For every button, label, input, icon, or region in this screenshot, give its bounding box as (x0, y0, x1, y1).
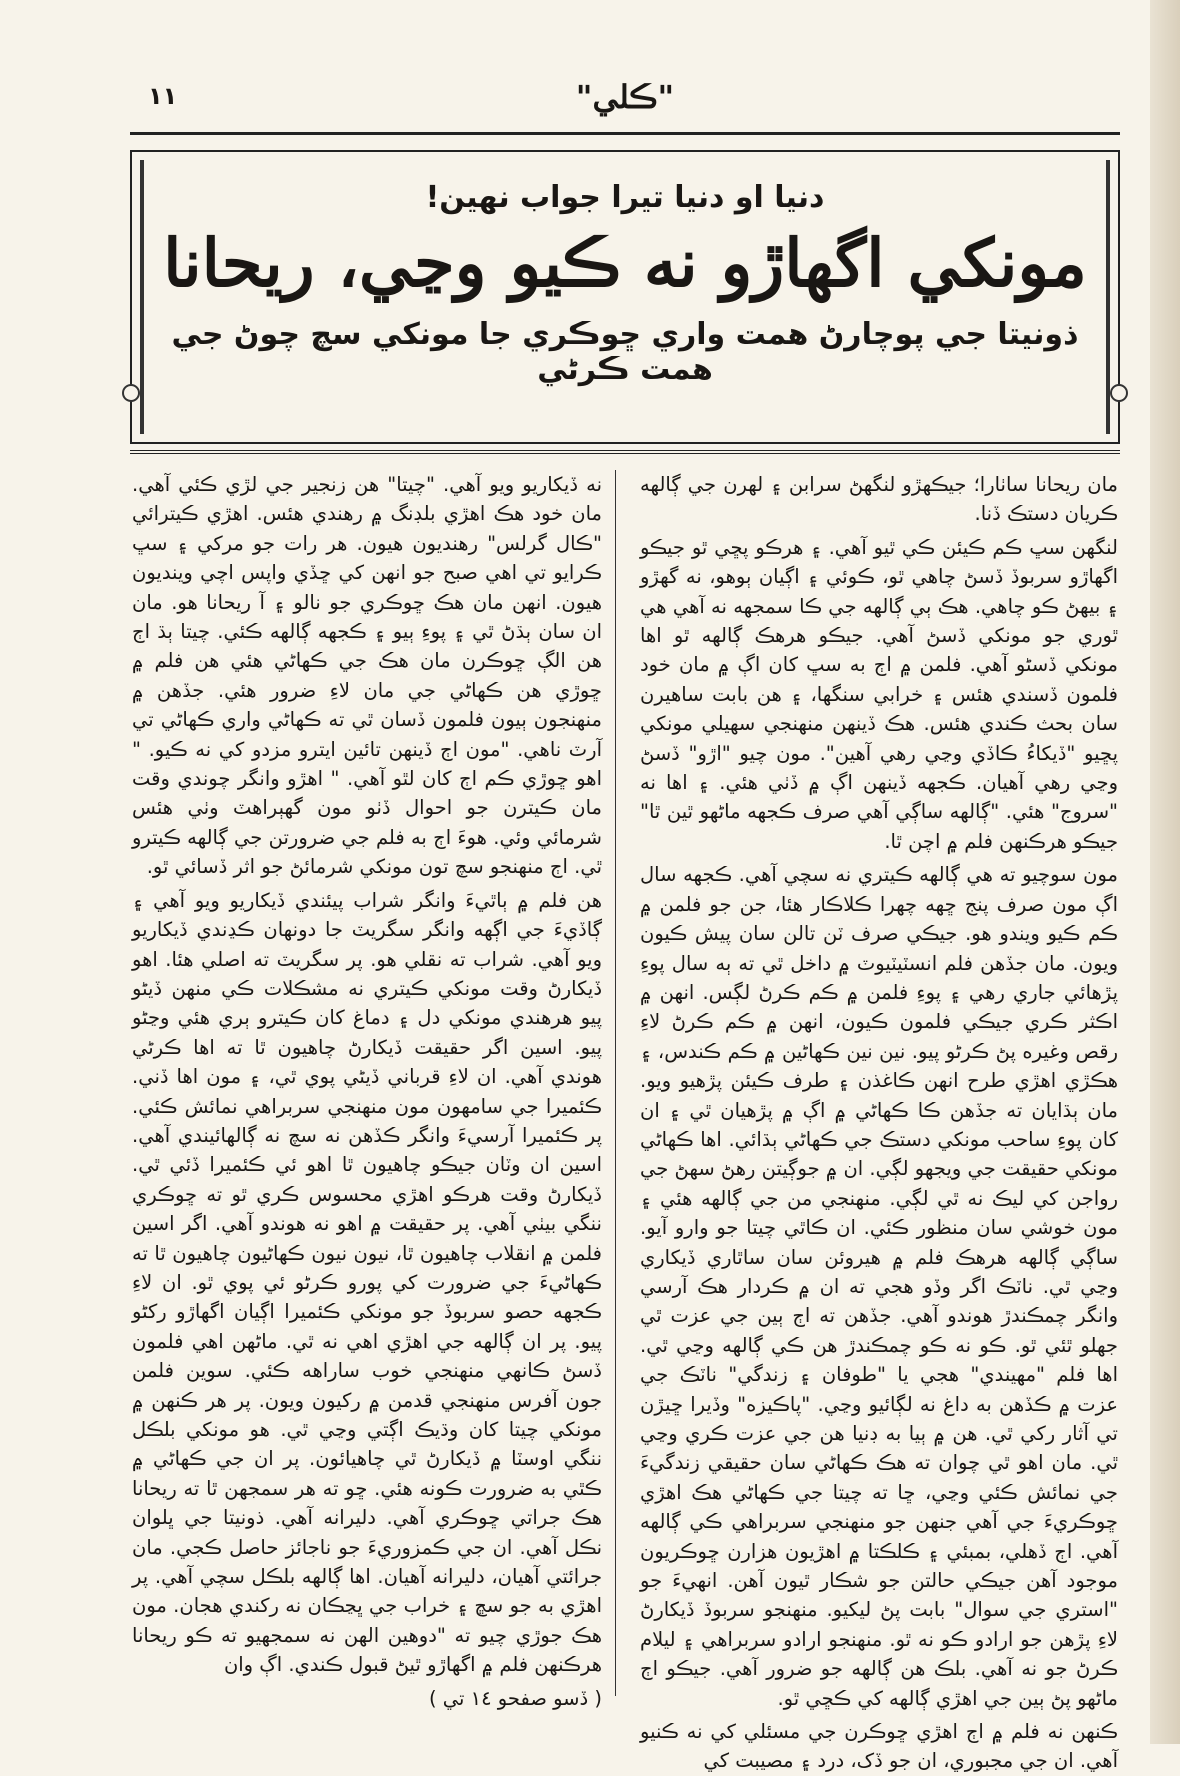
article-column-right (640, 470, 1118, 1773)
paragraph: مان ريحانا ساٺارا؛ جيڪهڙو لنگهڻ سرابن ۽ لهرن جي ڳالهه ڪريان دستڪ ڏنا. (640, 473, 1118, 526)
article-column-left (132, 470, 602, 1710)
page-edge (1150, 0, 1180, 1744)
headline-banner (130, 150, 1120, 444)
header-rule (130, 132, 1120, 135)
continuation-note: ( ڏسو صفحو ١٤ تي ) (428, 1686, 602, 1710)
ornament-icon (122, 384, 140, 402)
paragraph: نه ڏيکاريو ويو آهي. "چيتا" هن زنجير جي لڙي ڪئي آهي. مان خود هڪ اهڙي بلڊنگ ۾ رهندي هئس. اهڙي ڪيترائي "ڪال گرلس" رهنديون هيون. هر رات جو مرکي ۽ سڀ ڪرايو تي اهي صبح جو انهن کي ڇڏي واپس اچي وينديون هيون. انهن مان هڪ ڇوڪري جو نالو ۽ آ ريحانا هو. مان ان سان ٻڌڻ ٿي ۽ پوءِ ٻيو ۽ ڪجهه ڳالهه ڪئي. چيتا ٻڌ اڄ هن الڳ ڇوڪرن مان هڪ جي ڪهاڻي هئي هن فلم ۾ ڇوڙي هن ڪهاڻي جي مان لاءِ ضرور هئي. جڏهن ۾ منهنجون ٻيون فلمون ڏسان ٿي ته ڪهاڻي واري ڪهاڻي تي آرٽ ناهي. "مون اڄ ڏينهن تائين ايترو مزدو کي نه ڪيو. " اهو ڇوڙي ڪم اڄ کان لٿو آهي. " اهڙو وانگر چوندي وقت مان ڪيترن جو احوال ڏٺو مون گهٻراهٽ وٺي هئس شرمائي وئي. هوءَ اڄ به فلم جي ضرورتن جي ڳالهه ڪيترو ٿي. اڄ منهنجو سچ تون مونکي شرمائڻ جو اثر ڏسائي ٿو. (132, 473, 602, 879)
column-divider (615, 470, 616, 1696)
paragraph: ڪنهن نه فلم ۾ اڄ اهڙي ڇوڪرن جي مسئلي کي نه ڪنيو آهي. ان جي مجبوري، ان جو ڏک، درد ۽ مصيبت کي (640, 1720, 1118, 1773)
paragraph: مون سوچيو ته هي ڳالهه ڪيتري نه سچي آهي. ڪجهه سال اڳ مون صرف پنج ڇهه چهرا ڪلاڪار هئا، جن جو فلمن ۾ ڪم ڪيو ويندو هو. جيڪي صرف ٽن تالن سان پيش ڪيون ويون. مان جڏهن فلم انسٽيٽيوٽ ۾ داخل ٿي ته ٻه سال پوءِ پڙهائي جاري رهي ۽ پوءِ فلمن ۾ ڪم ڪرڻ لڳس. انهن ۾ اڪثر ڪري جيڪي فلمون ڪيون، انهن ۾ ڪم ڪرڻ لاءِ رقص وغيره پڻ ڪرڻو پيو. نين نين ڪهاڻين ۾ ڪم ڪندس، ۽ هڪڙي اهڙي طرح انهن ڪاغذن ۽ طرف ڪيئن پڙهيو ويو. مان ٻڌايان ته جڏهن ڪا ڪهاڻي ۾ اڳ ۾ پڙهيان ٿي ۽ ان کان پوءِ ساحب مونکي دستڪ جي ڪهاڻي ٻڌائي. اها ڪهاڻي مونکي حقيقت جي ويجهو لڳي. ان ۾ جوڳيتن رهڻ سهڻ جي رواجن کي ليڪ نه ٿي لڳي. منهنجي من جي ڳالهه هئي ۽ مون خوشي سان منظور ڪئي. ان ڪاٿي چيتا جو وارو آيو. ساڳي ڳالهه هرهڪ فلم ۾ هيروئن سان ساٿاري ڏيکاري وڃي ٿي. ناٽڪ اگر وڏو هجي ته ان ۾ ڪردار هڪ آرسي وانگر چمڪندڙ هوندو آهي. جڏهن ته اڄ ٻين جي عزت ٿي جهلو ٿئي ٿو. ڪو نه ڪو چمڪندڙ هن ڪي ڳالهه وڃي ٿي. اها فلم "مهيندي" هجي يا "طوفان ۽ زندگي" ناٽڪ جي عزت ۾ ڪڏهن به داغ نه لڳائيو وڃي. "پاڪيزه" وڏيرا ڇيڙن تي آثار رکي ٿي. هن ۾ ٻيا به ڊنيا هن جي عزت ڪري وڃي ٿي. مان اهو ٿي چوان ته هڪ ڪهاڻي سان حقيقي زندگيءَ جي نمائش ڪئي وڃي، ڇا ته چيتا جي ڪهاڻي هڪ اهڙي ڇوڪريءَ جي آهي جنهن جو منهنجي سربراهي ڪي ڳالهه آهي. اڄ ڏهلي، بمبئي ۽ ڪلڪتا ۾ اهڙيون هزارن ڇوڪريون موجود آهن جيڪي حالتن جو شڪار ٿيون آهن. انهيءَ جو "استري جي سوال" بابت پڻ ليکيو. منهنجو سربوڏ ڏيکارڻ لاءِ پڙهن جو ارادو ڪو نه ٿو. منهنجو ارادو سربراهي ۽ ليلام ڪرڻ جو نه آهي. بلڪ هن ڳالهه جو ضرور آهي. جيڪو اڄ ماڻهو پڻ ٻين جي اهڙي ڳالهه کي ڪڇي ٿو. (640, 863, 1118, 1710)
page-number: ۱۱ (148, 82, 178, 110)
ornament-icon (1110, 384, 1128, 402)
paragraph: لنگهن سڀ ڪم ڪيئن ڪي ٿيو آهي. ۽ هرڪو پڇي ٿو جيڪو اگهاڙو سربوڏ ڏسڻ چاهي ٿو، ڪوئي ۽ اڳيان ٻوهو، نه گهڙو ۽ بيهڻ ڪو چاهي. هڪ ٻي ڳالهه جي ڪا سمجهه نه آهي هي ٿوري جو مونکي ڏسڻ آهي. جيڪو هرهڪ ڳالهه ٿو اها مونکي ڏسڻو آهي. فلمن ۾ اڄ به سڀ کان اڳ ۾ مان خود فلمون ڏسندي هئس ۽ خرابي سنگها، ۽ هن بابت ساهيرن سان بحث ڪندي هئس. هڪ ڏينهن منهنجي سهيلي مونکي پڇيو "ڏيکاءُ ڪاڏي وڃي رهي آهين". مون چيو "اڙو" ڏسڻ وڃي رهي آهيان. ڪجهه ڏينهن اڳ ۾ ڏٺي هئي. ۽ اها نه "سروج" هئي. "ڳالهه ساڳي آهي صرف ڪجهه ماڻهو ٿين ٿا" جيڪو هرڪنهن فلم ۾ اچن ٿا. (640, 535, 1118, 853)
masthead: "ڪلي" (575, 78, 675, 116)
subheadline: ذونيتا جي پوچارڻ همت واري ڇوڪري جا مونکي سچ چوڻ جي همت ڪرڻي (171, 316, 1079, 387)
banner-inner (162, 174, 1088, 420)
kicker: دنيا او دنيا تيرا جواب نهين! (425, 180, 825, 215)
banner-rule (130, 450, 1120, 454)
page-header (130, 70, 1120, 120)
paragraph: هن فلم ۾ ٻاٿيءَ وانگر شراب پيئندي ڏيکاريو ويو آهي ۽ ڳاڏيءَ جي اڳهه وانگر سگريٽ جا دونهان ڪڍندي ڏيکاريو ويو آهي. شراب ته نقلي هو. پر سگريٽ ته اصلي هئا. اهو ڏيکارڻ وقت مونکي ڪيتري نه مشڪلات ڪي منهن ڏيڻو پيو هرهندي مونکي دل ۽ دماغ کان ڪيترو ٻري هئي وڃڻو پيو. اسين اگر حقيقت ڏيکارڻ چاهيون ٿا ته اها ڪرڻي هوندي آهي. ان لاءِ قرباني ڏيڻي پوي ٿي، ۽ مون اها ڏني. ڪئميرا جي سامهون مون منهنجي سربراهي نمائش ڪئي. پر ڪئميرا آرسيءَ وانگر ڪڏهن نه سچ نه ڳالهائيندي آهي. اسين ان وٽان جيڪو چاهيون ٿا اهو ئي ڪئميرا ڏئي ٿي. ڏيکارڻ وقت هرڪو اهڙي محسوس ڪري ٿو ته ڇوڪري ننگي بيٺي آهي. پر حقيقت ۾ اهو نه هوندو آهي. اگر اسين فلمن ۾ انقلاب چاهيون ٿا، نيون نيون ڪهاڻيون چاهيون ٿا ته ڪهاڻيءَ جي ضرورت کي پورو ڪرڻو ئي پوي ٿو. ان لاءِ ڪجهه حصو سربوڏ جو مونکي ڪئميرا اڳيان اگهاڙو رکڻو پيو. پر ان ڳالهه جي اهڙي اهي نه ٿي. ماڻهن اهي فلمون ڏسڻ ڪانهي منهنجي خوب ساراهه ڪئي. سوين فلمن جون آفرس منهنجي قدمن ۾ رکيون ويون. پر هر ڪنهن ۾ مونکي چيتا کان وڌيڪ اڳتي وڃي ٿي. هو مونکي بلڪل ننگي اوسٽا ۾ ڏيکارڻ ٿي چاهيائون. پر ان جي ڪهاڻي ۾ ڪٿي به ضرورت ڪونه هئي. ڇو ته هر سمجهن ٿا ته ريحانا هڪ جراتي ڇوڪري آهي. دليرانه آهي. ذونيتا جي ڀلوان نڪل آهي. ان جي ڪمزوريءَ جو ناجائز حاصل ڪجي. مان جرائتي آهيان، دليرانه آهيان. اها ڳالهه بلڪل سچي آهي. پر اهڙي به جو سڇ ۽ خراب جي ڀڃڪان نه رکندي هجان. مون هڪ جوڙي چيو ته "دوهين الهن نه سمجهيو ته ڪو ريحانا هرڪنهن فلم ۾ اگهاڙو ٿيڻ قبول ڪندي. اڳ وان (132, 888, 602, 1677)
headline: مونکي اگهاڙو نه ڪيو وڃي، ريحانا (163, 224, 1087, 302)
